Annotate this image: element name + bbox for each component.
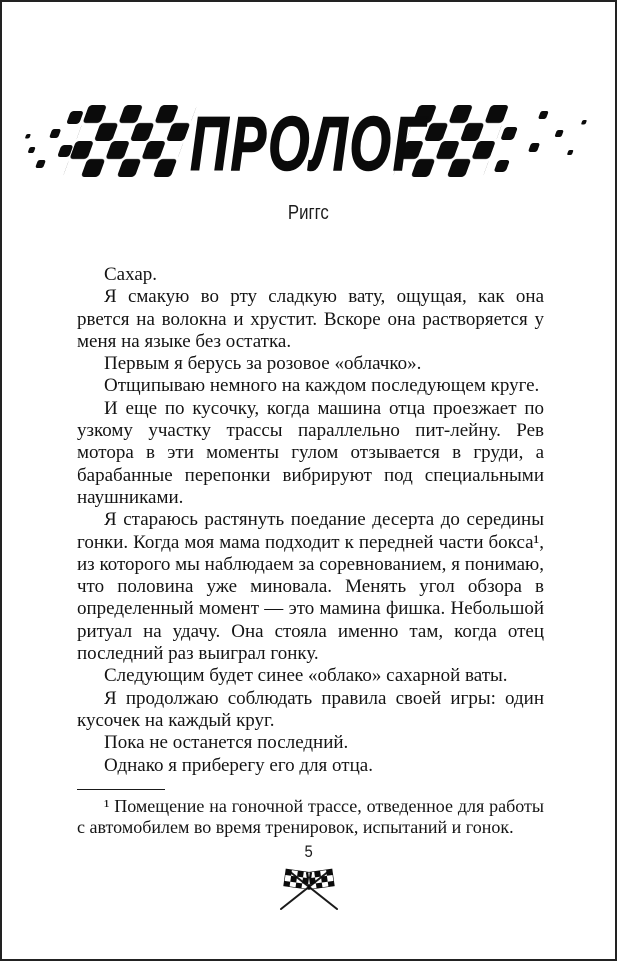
paragraph: Я смакую во рту сладкую вату, ощущая, как она рвется на волокна и хрустит. Вскоре она растворяется у меня на языке без остатка.: [77, 286, 544, 352]
page-number-row: [2, 843, 615, 862]
checkered-flag-strip-left-icon: [14, 105, 197, 177]
crossed-checkered-flags-icon: [269, 862, 349, 914]
paragraph: Первым я берусь за розовое «облачко».: [104, 353, 422, 375]
chapter-subtitle-row: [2, 202, 615, 226]
paragraph: Я стараюсь растянуть поедание десерта до середины гонки. Когда моя мама подходит к передней части бокса¹, из которого мы наблюдаем за соревнованием, я понимаю, что половина уже миновала. Менять угол обзора в определенный момент — это мамина фишка. Небольшой ритуал на удачу. Она стояла именно там, когда отец последний раз выиграл гонку.: [77, 509, 544, 665]
footnote-divider: [77, 789, 165, 791]
paragraph: Следующим будет синее «облако» сахарной ваты.: [104, 665, 508, 687]
paragraph: Однако я приберегу его для отца.: [104, 754, 373, 776]
paragraph: Сахар.: [104, 264, 158, 285]
chapter-subtitle: Риггс: [288, 202, 329, 224]
paragraph: И еще по кусочку, когда машина отца проезжает по узкому участку трассы параллельно пит-лейну. Рев мотора в эти моменты гулом отзывается в груди, а барабанные перепонки вибрируют под специальными наушниками.: [77, 397, 544, 508]
paragraph: Я продолжаю соблюдать правила своей игры: один кусочек на каждый круг.: [77, 687, 544, 731]
body-text: [77, 264, 544, 777]
footnote-text: ¹ Помещение на гоночной трассе, отведенное для работы с автомобилем во время тренировок, испытаний и гонок.: [77, 796, 544, 838]
page-number: 5: [304, 843, 313, 862]
page-title: ПРОЛОГ: [189, 101, 428, 187]
paragraph: Отщипываю немного на каждом последующем круге.: [104, 375, 540, 397]
prologue-banner: [14, 93, 604, 193]
paragraph: Пока не останется последний.: [104, 732, 349, 754]
